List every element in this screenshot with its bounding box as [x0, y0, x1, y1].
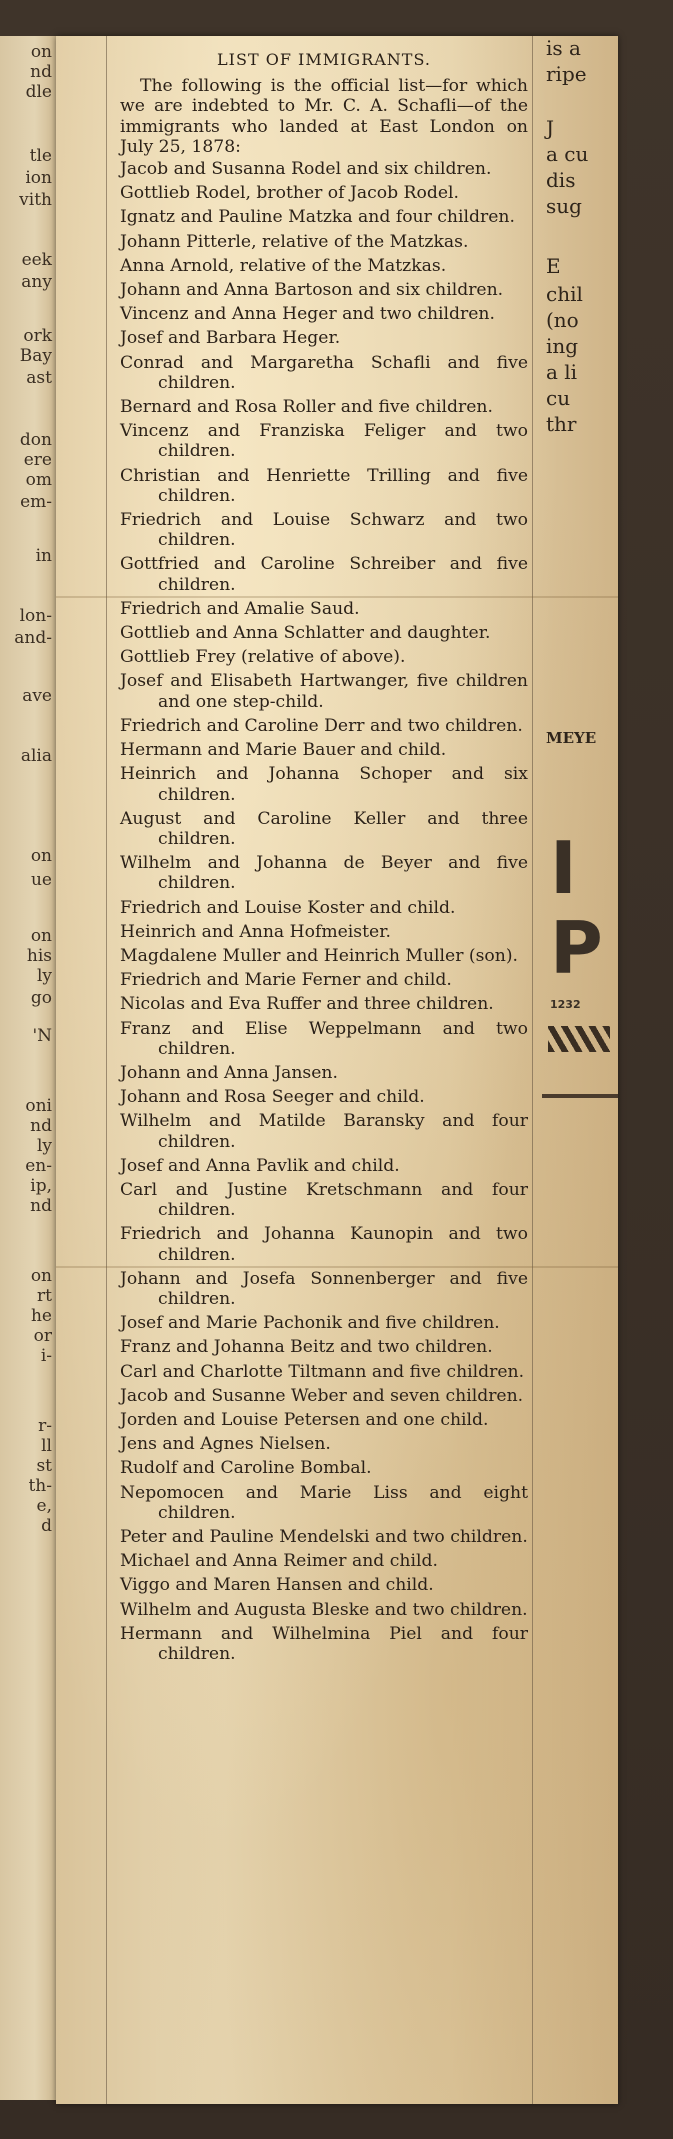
- immigrant-entry: Peter and Pauline Mendelski and two children.: [120, 1527, 528, 1547]
- immigrant-entry: Gottfried and Caroline Schreiber and five children.: [120, 554, 528, 595]
- immigrant-entry: Vincenz and Franziska Feliger and two children.: [120, 421, 528, 462]
- adjacent-column-fragment-right: [542, 36, 618, 2104]
- right-text-fragment: (no: [546, 308, 579, 332]
- left-text-fragment: th-: [28, 1476, 52, 1496]
- left-text-fragment: ork: [23, 326, 52, 346]
- immigrant-entry: Wilhelm and Johanna de Beyer and five children.: [120, 853, 528, 894]
- ad-ornament: [548, 1026, 610, 1052]
- immigrant-entry: Magdalene Muller and Heinrich Muller (son).: [120, 945, 518, 966]
- left-text-fragment: on: [30, 42, 52, 62]
- immigrant-entry: Jens and Agnes Nielsen.: [120, 1434, 331, 1455]
- immigrant-entry: Franz and Johanna Beitz and two children.: [120, 1337, 493, 1358]
- immigrant-entry: August and Caroline Keller and three children.: [120, 808, 528, 849]
- newspaper-clipping: [56, 36, 618, 2104]
- left-text-fragment: nd: [30, 62, 52, 82]
- immigrant-entry: Conrad and Margaretha Schafli and five children.: [120, 352, 528, 393]
- immigrant-entry: Nepomocen and Marie Liss and eight children.: [120, 1482, 528, 1523]
- left-text-fragment: ion: [25, 168, 52, 188]
- left-text-fragment: his: [26, 946, 52, 966]
- left-text-fragment: don: [19, 430, 52, 450]
- immigrant-entry: Johann and Anna Bartoson and six children.: [120, 280, 504, 301]
- left-text-fragment: ave: [22, 686, 52, 706]
- left-text-fragment: d: [41, 1516, 52, 1536]
- immigrant-entry: Josef and Elisabeth Hartwanger, five children and one step-child.: [120, 671, 528, 712]
- left-text-fragment: any: [21, 272, 52, 292]
- left-text-fragment: ly: [36, 966, 52, 986]
- left-text-fragment: nd: [30, 1116, 52, 1136]
- right-text-fragment: E: [546, 254, 561, 278]
- immigrant-entry: Heinrich and Anna Hofmeister.: [120, 921, 391, 942]
- immigrant-entry: Jacob and Susanne Weber and seven children.: [120, 1385, 524, 1406]
- left-text-fragment: ue: [30, 870, 52, 890]
- right-text-fragment: cu: [546, 386, 571, 410]
- immigrant-entry: Ignatz and Pauline Matzka and four children.: [120, 207, 515, 228]
- immigrant-entry: Josef and Marie Pachonik and five children.: [120, 1313, 500, 1334]
- left-text-fragment: ip,: [30, 1176, 52, 1196]
- left-text-fragment: i-: [40, 1346, 52, 1366]
- immigrant-list: [120, 159, 528, 1664]
- left-text-fragment: on: [30, 1266, 52, 1286]
- left-text-fragment: ere: [23, 450, 52, 470]
- immigrant-entry: Jorden and Louise Petersen and one child.: [120, 1409, 489, 1430]
- immigrant-entry: Viggo and Maren Hansen and child.: [120, 1575, 434, 1596]
- left-text-fragment: alia: [20, 746, 52, 766]
- left-text-fragment: and-: [14, 628, 52, 648]
- right-text-fragment: is a: [546, 36, 581, 60]
- left-text-fragment: ly: [36, 1136, 52, 1156]
- left-text-fragment: on: [30, 926, 52, 946]
- immigrant-entry: Hermann and Marie Bauer and child.: [120, 740, 447, 761]
- immigrant-entry: Carl and Justine Kretschmann and four children.: [120, 1179, 528, 1221]
- left-text-fragment: eek: [21, 250, 52, 270]
- left-text-fragment: ast: [26, 368, 52, 388]
- column-rule-right: [532, 36, 533, 2104]
- right-text-fragment: ripe: [546, 62, 587, 86]
- immigrant-entry: Josef and Barbara Heger.: [120, 328, 341, 349]
- right-text-fragment: chil: [546, 282, 583, 306]
- immigrant-entry: Christian and Henriette Trilling and five children.: [120, 465, 528, 506]
- article-column: [120, 50, 528, 1668]
- left-text-fragment: or: [33, 1326, 52, 1346]
- left-text-fragment: lon-: [19, 606, 52, 626]
- right-text-fragment: MEYE: [546, 729, 597, 747]
- ad-letter: I: [550, 826, 577, 910]
- left-text-fragment: vith: [19, 190, 52, 210]
- right-text-fragment: J: [546, 116, 555, 140]
- left-text-fragment: on: [30, 846, 52, 866]
- immigrant-entry: Gottlieb and Anna Schlatter and daughter.: [120, 623, 491, 644]
- ad-letter: P: [550, 906, 603, 990]
- right-text-fragment: thr: [546, 412, 577, 436]
- left-text-fragment: r-: [38, 1416, 52, 1436]
- left-text-fragment: Bay: [19, 346, 52, 366]
- left-text-fragment: in: [35, 546, 52, 566]
- immigrant-entry: Johann Pitterle, relative of the Matzkas.: [120, 231, 469, 252]
- left-text-fragment: em-: [20, 492, 52, 512]
- article-intro: The following is the official list—for which we are indebted to Mr. C. A. Schafli—of the immigrants who landed at East London on July 25, 1878:: [120, 76, 528, 157]
- right-text-fragment: dis: [546, 168, 576, 192]
- right-text-fragment: a cu: [546, 142, 589, 166]
- adjacent-column-fragment-left: [0, 36, 58, 2100]
- immigrant-entry: Friedrich and Caroline Derr and two children.: [120, 715, 523, 736]
- immigrant-entry: Johann and Anna Jansen.: [120, 1062, 338, 1083]
- left-text-fragment: he: [30, 1306, 52, 1326]
- immigrant-entry: Friedrich and Marie Ferner and child.: [120, 970, 452, 991]
- column-rule-left: [106, 36, 107, 2104]
- immigrant-entry: Wilhelm and Matilde Baransky and four children.: [120, 1111, 528, 1152]
- left-text-fragment: 'N: [32, 1026, 52, 1046]
- ad-number: 1232: [550, 998, 581, 1011]
- left-text-fragment: rt: [37, 1286, 52, 1306]
- immigrant-entry: Johann and Rosa Seeger and child.: [120, 1087, 425, 1108]
- left-text-fragment: tle: [29, 146, 52, 166]
- immigrant-entry: Bernard and Rosa Roller and five children.: [120, 397, 493, 418]
- left-text-fragment: e,: [36, 1496, 52, 1516]
- immigrant-entry: Rudolf and Caroline Bombal.: [120, 1458, 372, 1479]
- immigrant-entry: Vincenz and Anna Heger and two children.: [120, 304, 495, 325]
- left-text-fragment: go: [30, 988, 52, 1008]
- article-title: LIST OF IMMIGRANTS.: [217, 50, 431, 69]
- left-text-fragment: oni: [25, 1096, 52, 1116]
- immigrant-entry: Franz and Elise Weppelmann and two children.: [120, 1018, 528, 1059]
- immigrant-entry: Michael and Anna Reimer and child.: [120, 1551, 438, 1572]
- right-text-fragment: ing: [546, 334, 579, 358]
- immigrant-entry: Wilhelm and Augusta Bleske and two children.: [120, 1599, 528, 1620]
- immigrant-entry: Friedrich and Louise Schwarz and two children.: [120, 510, 528, 551]
- immigrant-entry: Josef and Anna Pavlik and child.: [120, 1155, 400, 1176]
- immigrant-entry: Jacob and Susanna Rodel and six children.: [120, 159, 492, 180]
- immigrant-entry: Johann and Josefa Sonnenberger and five children.: [120, 1268, 528, 1309]
- immigrant-entry: Hermann and Wilhelmina Piel and four children.: [120, 1623, 528, 1665]
- left-text-fragment: ll: [41, 1436, 52, 1456]
- right-text-fragment: sug: [546, 194, 582, 218]
- immigrant-entry: Nicolas and Eva Ruffer and three children.: [120, 994, 494, 1015]
- immigrant-entry: Friedrich and Amalie Saud.: [120, 598, 360, 619]
- right-text-fragment: a li: [546, 360, 578, 384]
- divider-bar: [542, 1094, 618, 1098]
- immigrant-entry: Carl and Charlotte Tiltmann and five children.: [120, 1361, 525, 1382]
- left-text-fragment: om: [25, 470, 52, 490]
- left-text-fragment: dle: [25, 82, 52, 102]
- left-text-fragment: en-: [25, 1156, 52, 1176]
- immigrant-entry: Friedrich and Johanna Kaunopin and two children.: [120, 1224, 528, 1265]
- immigrant-entry: Friedrich and Louise Koster and child.: [120, 897, 456, 918]
- left-text-fragment: nd: [30, 1196, 52, 1216]
- immigrant-entry: Gottlieb Frey (relative of above).: [120, 647, 406, 668]
- immigrant-entry: Heinrich and Johanna Schoper and six children.: [120, 764, 528, 805]
- left-text-fragment: st: [36, 1456, 52, 1476]
- immigrant-entry: Gottlieb Rodel, brother of Jacob Rodel.: [120, 183, 459, 204]
- immigrant-entry: Anna Arnold, relative of the Matzkas.: [120, 255, 447, 276]
